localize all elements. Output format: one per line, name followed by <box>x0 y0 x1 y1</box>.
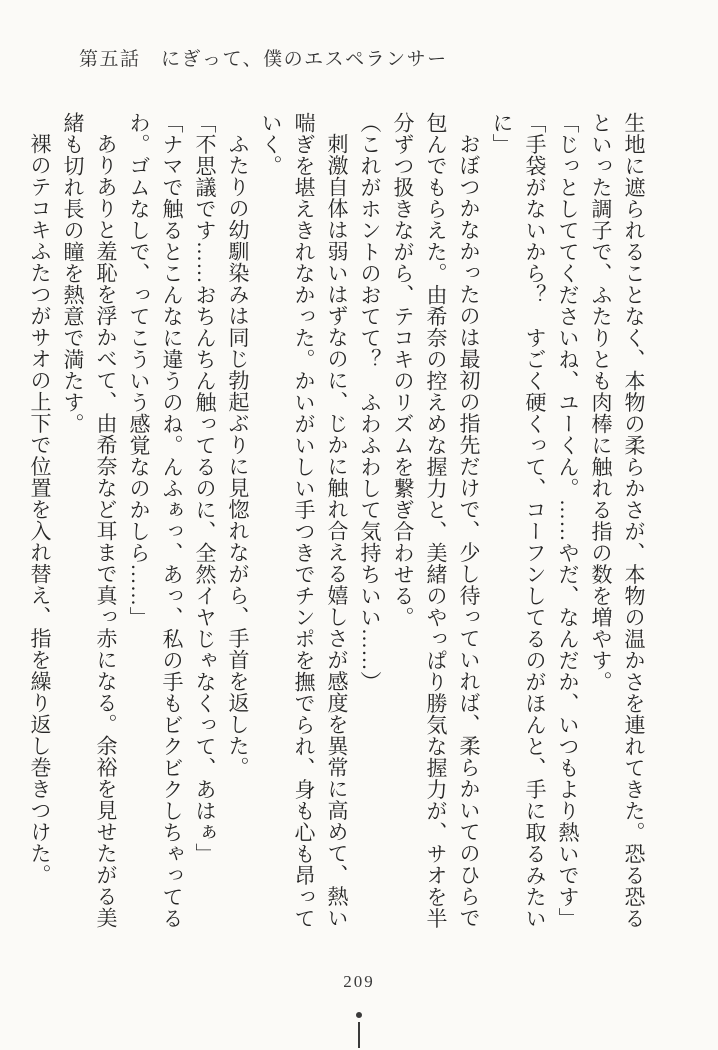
paragraph: ありありと羞恥を浮かべて、由希奈など耳まで真っ赤になる。余裕を見せたがる美緒も切れ長の瞳を熱意で満たす。 <box>61 112 118 929</box>
chapter-header: 第五話 にぎって、僕のエスペランサー <box>79 49 448 70</box>
paragraph: （これがホントのおてて？ ふわふわして気持ちいい……） <box>358 112 382 693</box>
page-number: 209 <box>343 972 375 991</box>
paragraph: 裸のテコキふたつがサオの上下で位置を入れ替え、指を繰り返し巻きつけた。 <box>28 133 52 886</box>
ornament-dot <box>356 1012 362 1018</box>
paragraph: ふたりの幼馴染みは同じ勃起ぶりに見惚れながら、手首を返した。 <box>226 133 250 778</box>
paragraph: おぼつかなかったのは最初の指先だけで、少し待っていれば、柔らかいてのひらで包んでもらえた。由希奈の控えめな握力と、美緒のやっぱり勝気な握力が、サオを半分ずつ扱きながら、テコキのリズムを繋ぎ合わせる。 <box>391 112 481 929</box>
paragraph: 「手袋がないから？ すごく硬くって、コーフンしてるのがほんと、手に取るみたいに」 <box>490 112 547 929</box>
paragraph: 生地に遮られることなく、本物の柔らかさが、本物の温かさを連れてきた。恐る恐るといった調子で、ふたりとも肉棒に触れる指の数を増やす。 <box>589 112 646 929</box>
vertical-text-block <box>23 112 650 930</box>
page-ornament-icon <box>0 1012 718 1048</box>
ornament-line <box>358 1022 360 1048</box>
paragraph: 「じっとしててくださいね、ユーくん。……やだ、なんだか、いつもより熱いです」 <box>556 112 580 929</box>
paragraph: 刺激自体は弱いはずなのに、じかに触れ合える嬉しさが感度を異常に高めて、熱い喘ぎを堪えきれなかった。かいがいしい手つきでチンポを撫でられ、身も心も昂っていく。 <box>259 112 349 929</box>
paragraph: 「不思議です……おちんちん触ってるのに、全然イヤじゃなくって、あはぁ」 <box>193 112 217 865</box>
paragraph: 「ナマで触るとこんなに違うのね。んふぁっ、あっ、私の手もビクビクしちゃってるわ。ゴムなしで、ってこういう感覚なのかしら……」 <box>127 112 184 929</box>
